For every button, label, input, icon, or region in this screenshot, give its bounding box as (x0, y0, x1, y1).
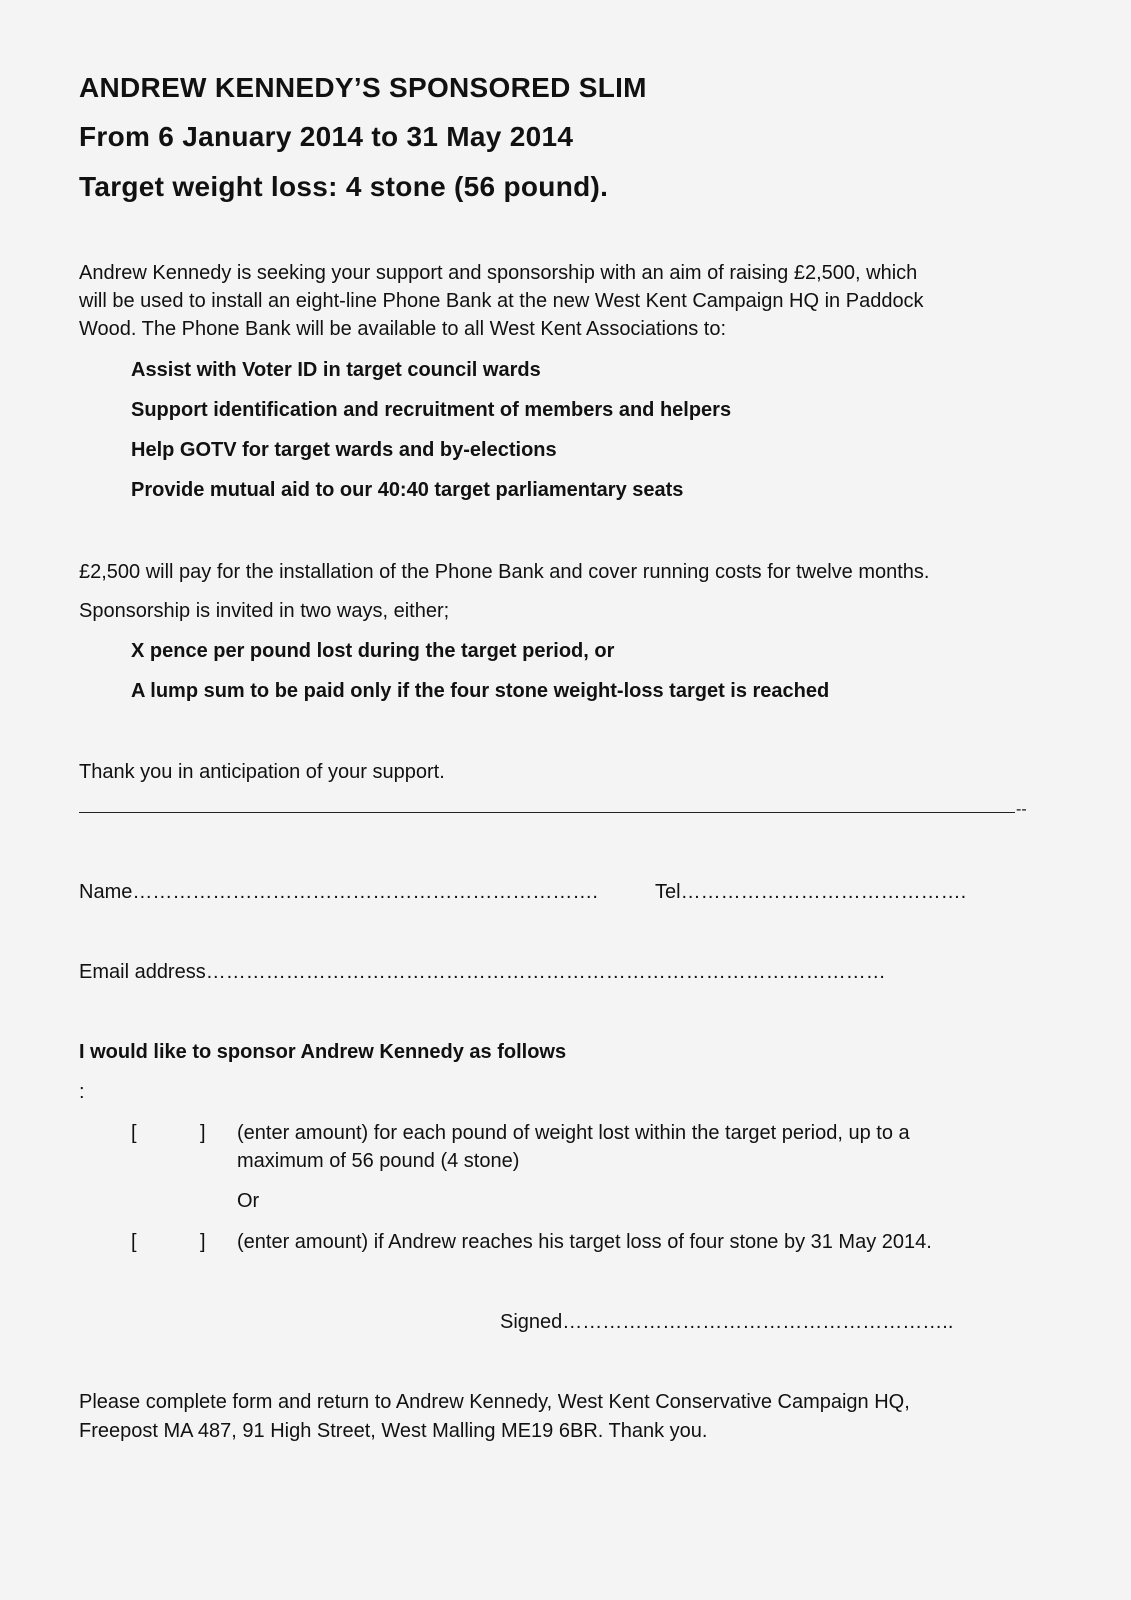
intro-line: will be used to install an eight-line Phone Bank at the new West Kent Campaign HQ in Paddock (79, 290, 924, 312)
footer-line: Please complete form and return to Andrew Kennedy, West Kent Conservative Campaign HQ, (79, 1391, 910, 1413)
title-line-1: ANDREW KENNEDY’S SPONSORED SLIM (79, 72, 647, 103)
aim-item: Help GOTV for target wards and by-elections (131, 439, 557, 461)
signed-field[interactable]: Signed………………………………………………….. (500, 1311, 954, 1333)
sponsor-heading: I would like to sponsor Andrew Kennedy as follows (79, 1041, 567, 1063)
aim-item: Provide mutual aid to our 40:40 target parliamentary seats (131, 479, 684, 501)
cut-line-divider (79, 812, 1015, 813)
title-dates: From 6 January 2014 to 31 May 2014 (79, 121, 574, 152)
email-field[interactable]: Email address………………………………………………………………………………………… (79, 961, 886, 983)
way-item: A lump sum to be paid only if the four stone weight-loss target is reached (131, 680, 830, 702)
tel-field[interactable]: Tel……………………………………. (655, 881, 967, 903)
option2-bracket-open[interactable]: [ (131, 1231, 137, 1253)
option1-bracket-open[interactable]: [ (131, 1122, 137, 1144)
aim-item: Support identification and recruitment of members and helpers (131, 399, 732, 421)
name-field[interactable]: Name……………………………………………………………. (79, 881, 598, 903)
cost-text: £2,500 will pay for the installation of the Phone Bank and cover running costs for twelve months. (79, 561, 930, 583)
intro-line: Andrew Kennedy is seeking your support and sponsorship with an aim of raising £2,500, which (79, 262, 918, 284)
option2-text: (enter amount) if Andrew reaches his target loss of four stone by 31 May 2014. (237, 1231, 932, 1253)
intro-line: Wood. The Phone Bank will be available to all West Kent Associations to: (79, 318, 727, 340)
option1-text: (enter amount) for each pound of weight lost within the target period, up to a (237, 1122, 910, 1144)
divider-tail: -- (1016, 801, 1027, 818)
option2-bracket-close[interactable]: ] (200, 1231, 206, 1253)
ways-intro: Sponsorship is invited in two ways, either; (79, 600, 450, 622)
footer-line: Freepost MA 487, 91 High Street, West Malling ME19 6BR. Thank you. (79, 1420, 708, 1442)
title-target: Target weight loss: 4 stone (56 pound). (79, 171, 609, 202)
aim-item: Assist with Voter ID in target council wards (131, 359, 541, 381)
option1-text-cont: maximum of 56 pound (4 stone) (237, 1150, 520, 1172)
option1-bracket-close[interactable]: ] (200, 1122, 206, 1144)
thanks-text: Thank you in anticipation of your support. (79, 761, 445, 783)
way-item: X pence per pound lost during the target period, or (131, 640, 615, 662)
colon: : (79, 1081, 85, 1103)
or-text: Or (237, 1190, 260, 1212)
